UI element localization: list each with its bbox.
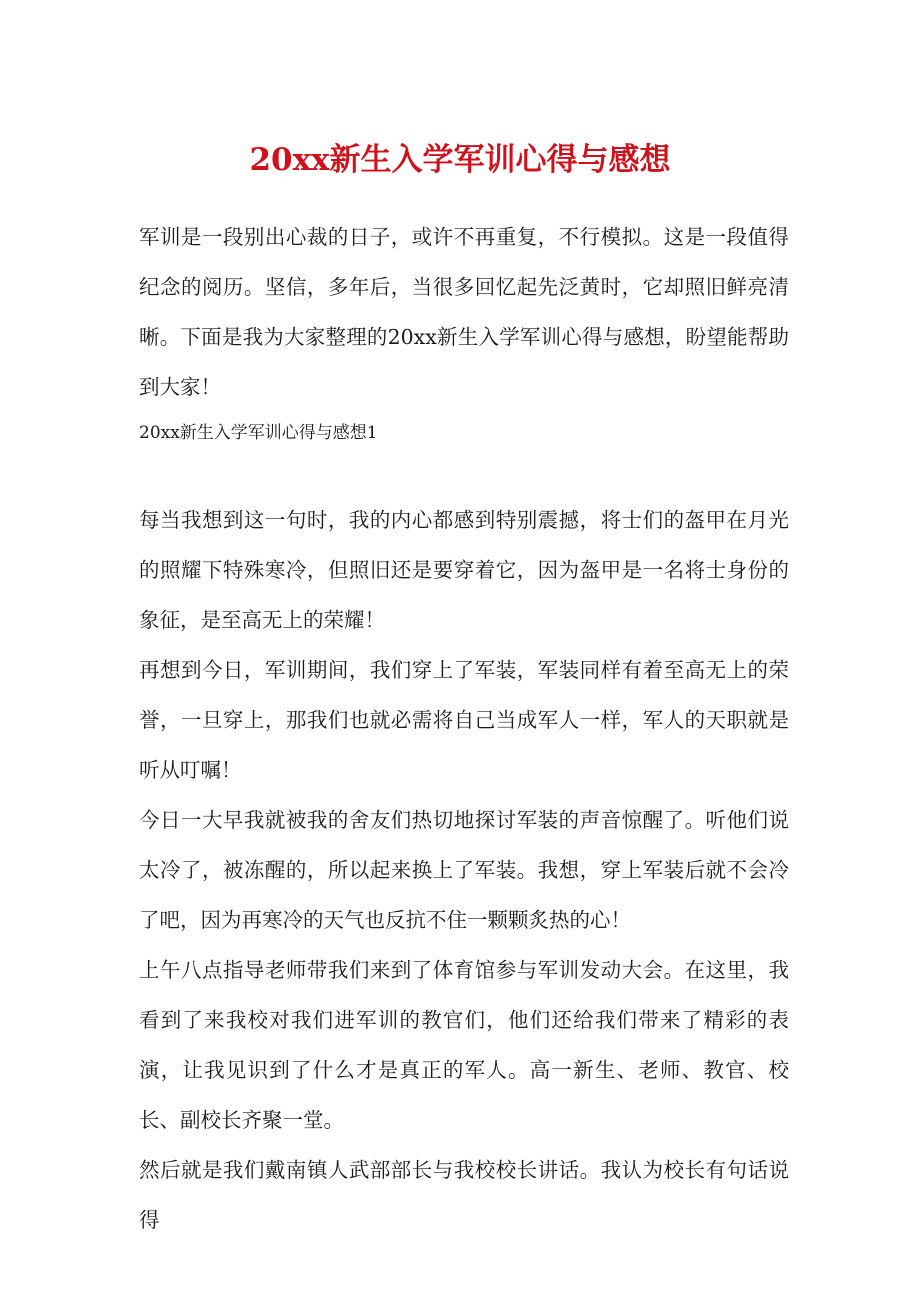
body-paragraph: 然后就是我们戴南镇人武部部长与我校校长讲话。我认为校长有句话说得 [139,1158,789,1232]
body-paragraph: 再想到今日，军训期间，我们穿上了军装，军装同样有着至高无上的荣誉，一旦穿上，那我们也就必需将自己当成军人一样，军人的天职就是听从叮嘱！ [139,658,789,782]
intro-paragraph: 军训是一段别出心裁的日子，或许不再重复，不行模拟。这是一段值得纪念的阅历。坚信，多年后，当很多回忆起先泛黄时，它却照旧鲜亮清晰。下面是我为大家整理的20xx新生入学军训心得与感想，盼望能帮助到大家！ [139,225,789,399]
section-body [139,495,789,1245]
body-paragraph: 每当我想到这一句时，我的内心都感到特别震撼，将士们的盔甲在月光的照耀下特殊寒冷，但照旧还是要穿着它，因为盔甲是一名将士身份的象征，是至高无上的荣耀！ [139,508,789,632]
document-title: 20xx新生入学军训心得与感想 [249,142,671,178]
section-heading: 20xx新生入学军训心得与感想1 [139,423,378,443]
body-paragraph: 上午八点指导老师带我们来到了体育馆参与军训发动大会。在这里，我看到了来我校对我们进军训的教官们，他们还给我们带来了精彩的表演，让我见识到了什么才是真正的军人。高一新生、老师、教官、校长、副校长齐聚一堂。 [139,958,789,1132]
body-paragraph: 今日一大早我就被我的舍友们热切地探讨军装的声音惊醒了。听他们说太冷了，被冻醒的，所以起来换上了军装。我想，穿上军装后就不会冷了吧，因为再寒冷的天气也反抗不住一颗颗炙热的心！ [139,808,789,932]
